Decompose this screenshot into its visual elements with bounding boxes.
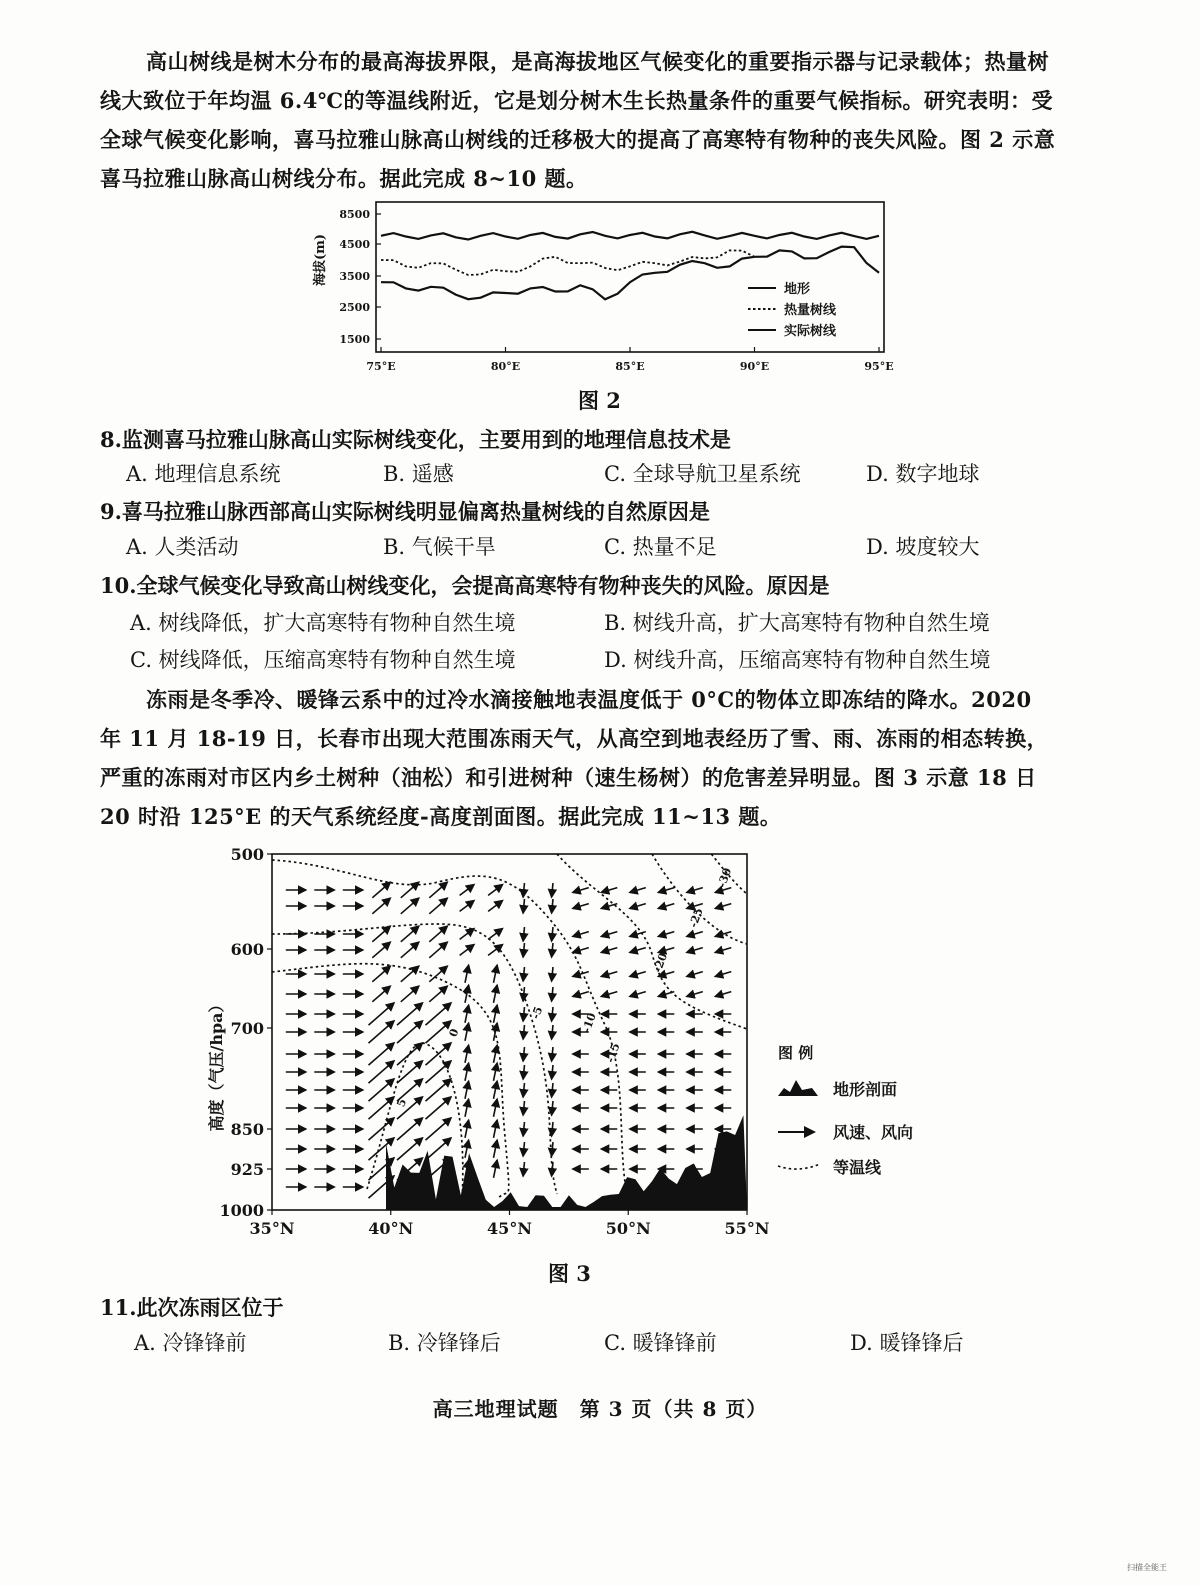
q9-option-d[interactable]: D. 坡度较大 bbox=[866, 535, 980, 559]
q10-option-a[interactable]: A. 树线降低，扩大高寒特有物种自然生境 bbox=[130, 611, 516, 635]
wind-arrow bbox=[523, 1047, 524, 1061]
wind-arrow bbox=[460, 885, 474, 896]
figure-3-caption: 图 3 bbox=[548, 1261, 591, 1286]
q8-option-c[interactable]: C. 全球导航卫星系统 bbox=[604, 462, 801, 486]
x-tick-label: 40°N bbox=[368, 1219, 414, 1238]
wind-arrow bbox=[523, 1142, 524, 1156]
wind-arrow bbox=[401, 986, 419, 1002]
q10-option-b[interactable]: B. 树线升高，扩大高寒特有物种自然生境 bbox=[604, 611, 990, 635]
q10-option-c[interactable]: C. 树线降低，压缩高寒特有物种自然生境 bbox=[130, 648, 516, 672]
wind-arrow bbox=[630, 932, 646, 937]
wind-arrow bbox=[465, 1045, 469, 1063]
q9-option-c[interactable]: C. 热量不足 bbox=[604, 535, 717, 559]
figure-2-chart bbox=[300, 196, 920, 386]
wind-arrow bbox=[573, 888, 589, 893]
wind-arrow bbox=[465, 1120, 469, 1138]
wind-arrow bbox=[465, 1099, 469, 1117]
wind-arrow bbox=[494, 985, 498, 1003]
wind-arrow bbox=[687, 972, 703, 977]
y-tick-label: 500 bbox=[230, 845, 264, 864]
wind-arrow bbox=[523, 1007, 524, 1021]
q10-option-d[interactable]: D. 树线升高，压缩高寒特有物种自然生境 bbox=[604, 648, 991, 672]
legend-terrain-swatch bbox=[778, 1080, 818, 1096]
wind-arrow bbox=[465, 1023, 469, 1041]
wind-arrow bbox=[397, 1138, 423, 1160]
wind-arrow bbox=[397, 1079, 423, 1101]
wind-arrow bbox=[494, 1120, 498, 1138]
wind-arrow bbox=[552, 1065, 553, 1079]
isotherm-label: -30 bbox=[715, 866, 735, 890]
wind-arrow bbox=[429, 882, 447, 898]
wind-arrow bbox=[426, 1118, 452, 1140]
wind-arrows bbox=[286, 882, 732, 1198]
y-axis-label: 高度（气压/hpa） bbox=[207, 996, 226, 1132]
wind-arrow bbox=[401, 926, 419, 942]
wind-arrow bbox=[630, 972, 646, 977]
wind-arrow bbox=[687, 992, 703, 997]
wind-arrow bbox=[687, 932, 703, 937]
wind-arrow bbox=[715, 972, 731, 977]
legend-label: 热量树线 bbox=[784, 303, 837, 318]
wind-arrow bbox=[429, 966, 447, 982]
wind-arrow bbox=[630, 888, 646, 893]
legend-isotherm-swatch bbox=[778, 1164, 820, 1169]
y-axis-label: 海拔(m) bbox=[313, 233, 328, 287]
wind-arrow bbox=[465, 1081, 469, 1099]
q9-option-b[interactable]: B. 气候干旱 bbox=[383, 535, 496, 559]
wind-arrow bbox=[397, 1043, 423, 1065]
passage-2: 冻雨是冬季冷、暖锋云系中的过冷水滴接触地表温度低于 0°C的物体立即冻结的降水。2020 年 11 月 18-19 日，长春市出现大范围冻雨天气，从高空到地表经历了雪、雨、冻雨的相态转换，严重的冻雨对市区内乡土树种（油松）和引进树种（速生杨树）的危害差异明显。图 3 示意 18 日 20 时沿 125°E 的天气系统经度-高度剖面图。据此完成 11~13 题。 bbox=[100, 687, 1049, 829]
wind-arrow bbox=[552, 1025, 553, 1039]
wind-arrow bbox=[426, 1097, 452, 1119]
wind-arrow bbox=[369, 1061, 395, 1083]
q9-stem: 9.喜马拉雅山脉西部高山实际树线明显偏离热量树线的自然原因是 bbox=[100, 499, 710, 524]
q11-option-b[interactable]: B. 冷锋锋后 bbox=[388, 1331, 501, 1355]
wind-arrow bbox=[372, 882, 390, 898]
isotherm-line-1 bbox=[272, 924, 557, 1194]
wind-arrow bbox=[369, 1043, 395, 1065]
passage-1: 高山树线是树木分布的最高海拔界限，是高海拔地区气候变化的重要指示器与记录载体；热量树线大致位于年均温 6.4℃的等温线附近，它是划分树木生长热量条件的重要气候指标。研究表明：受全球气候变化影响，喜马拉雅山脉高山树线的迁移极大的提高了高寒特有物种的丧失风险。图 2 示意喜马拉雅山脉高山树线分布。据此完成 8~10 题。 bbox=[100, 49, 1056, 191]
wind-arrow bbox=[494, 1005, 498, 1023]
wind-arrow bbox=[372, 966, 390, 982]
wind-arrow bbox=[573, 992, 589, 997]
x-tick-label: 75°E bbox=[366, 360, 396, 373]
q11-stem: 11.此次冻雨区位于 bbox=[100, 1295, 284, 1320]
wind-arrow bbox=[369, 1118, 395, 1140]
scanner-watermark: 扫描全能王 bbox=[1127, 1563, 1167, 1572]
wind-arrow bbox=[429, 898, 447, 914]
series-line-0 bbox=[381, 232, 879, 240]
y-tick-label: 1000 bbox=[219, 1201, 264, 1220]
wind-arrow bbox=[523, 1101, 524, 1115]
wind-arrow bbox=[494, 1099, 498, 1117]
wind-arrow bbox=[426, 1061, 452, 1083]
wind-arrow bbox=[573, 972, 589, 977]
wind-arrow bbox=[488, 929, 502, 940]
wind-arrow bbox=[601, 992, 617, 997]
wind-arrow bbox=[630, 992, 646, 997]
wind-arrow bbox=[715, 992, 731, 997]
wind-arrow bbox=[573, 932, 589, 937]
wind-arrow bbox=[494, 965, 498, 983]
wind-arrow bbox=[397, 1021, 423, 1043]
wind-arrow bbox=[372, 942, 390, 958]
wind-arrow bbox=[429, 926, 447, 942]
wind-arrow bbox=[426, 1079, 452, 1101]
wind-arrow bbox=[630, 904, 646, 909]
x-tick-label: 50°N bbox=[605, 1219, 651, 1238]
wind-arrow bbox=[465, 1140, 469, 1158]
wind-arrow bbox=[369, 1079, 395, 1101]
legend-title: 图 例 bbox=[778, 1044, 814, 1062]
y-tick-label: 925 bbox=[230, 1160, 264, 1179]
wind-arrow bbox=[552, 1142, 553, 1156]
isotherm-label: -15 bbox=[603, 1041, 623, 1065]
isotherm-label: -5 bbox=[528, 1004, 546, 1021]
wind-arrow bbox=[460, 929, 474, 940]
legend-label: 地形 bbox=[784, 282, 811, 297]
wind-arrow bbox=[494, 1160, 498, 1178]
wind-arrow bbox=[401, 898, 419, 914]
wind-arrow bbox=[687, 948, 703, 953]
wind-arrow bbox=[429, 942, 447, 958]
wind-arrow bbox=[523, 883, 524, 897]
x-tick-label: 90°E bbox=[739, 360, 770, 373]
wind-arrow bbox=[658, 932, 674, 937]
q8-stem: 8.监测喜马拉雅山脉高山实际树线变化，主要用到的地理信息技术是 bbox=[100, 427, 731, 452]
wind-arrow bbox=[601, 972, 617, 977]
wind-arrow bbox=[429, 986, 447, 1002]
x-tick-label: 35°N bbox=[249, 1219, 295, 1238]
isotherm-line-5 bbox=[652, 854, 747, 944]
wind-arrow bbox=[523, 943, 524, 957]
q8-option-d[interactable]: D. 数字地球 bbox=[866, 462, 980, 486]
wind-arrow bbox=[552, 943, 553, 957]
x-tick-label: 45°N bbox=[487, 1219, 532, 1238]
wind-arrow bbox=[573, 948, 589, 953]
wind-arrow bbox=[552, 1047, 553, 1061]
wind-arrow bbox=[552, 883, 553, 897]
legend-label: 实际树线 bbox=[784, 324, 837, 339]
y-tick-label: 1500 bbox=[339, 333, 370, 346]
legend-label: 等温线 bbox=[833, 1158, 882, 1177]
wind-arrow bbox=[426, 1003, 452, 1025]
wind-arrow bbox=[494, 1045, 498, 1063]
wind-arrow bbox=[372, 898, 390, 914]
wind-arrow bbox=[552, 1007, 553, 1021]
wind-arrow bbox=[523, 1065, 524, 1079]
wind-arrow bbox=[460, 901, 474, 912]
legend-label: 风速、风向 bbox=[833, 1123, 914, 1142]
y-tick-label: 8500 bbox=[339, 208, 370, 221]
wind-arrow bbox=[465, 965, 469, 983]
figure-2-caption: 图 2 bbox=[578, 388, 621, 413]
wind-arrow bbox=[523, 1122, 524, 1136]
wind-arrow bbox=[715, 904, 731, 909]
wind-arrow bbox=[552, 1122, 553, 1136]
q9-option-a[interactable]: A. 人类活动 bbox=[126, 535, 239, 559]
wind-arrow bbox=[715, 948, 731, 953]
wind-arrow bbox=[523, 899, 524, 913]
q10-stem: 10.全球气候变化导致高山树线变化，会提高高寒特有物种丧失的风险。原因是 bbox=[100, 573, 830, 598]
wind-arrow bbox=[552, 1083, 553, 1097]
wind-arrow bbox=[488, 901, 502, 912]
wind-arrow bbox=[369, 1003, 395, 1025]
wind-arrow bbox=[552, 1101, 553, 1115]
y-tick-label: 2500 bbox=[339, 301, 370, 314]
wind-arrow bbox=[372, 926, 390, 942]
wind-arrow bbox=[488, 885, 502, 896]
q8-option-b[interactable]: B. 遥感 bbox=[383, 462, 454, 486]
wind-arrow bbox=[630, 948, 646, 953]
y-tick-label: 850 bbox=[230, 1120, 264, 1139]
wind-arrow bbox=[488, 945, 502, 956]
wind-arrow bbox=[552, 927, 553, 941]
y-tick-label: 4500 bbox=[339, 238, 370, 251]
wind-arrow bbox=[601, 948, 617, 953]
wind-arrow bbox=[523, 1025, 524, 1039]
isotherm-label: -20 bbox=[651, 951, 671, 975]
y-tick-label: 3500 bbox=[339, 270, 370, 283]
wind-arrow bbox=[397, 1003, 423, 1025]
wind-arrow bbox=[658, 948, 674, 953]
wind-arrow bbox=[494, 1140, 498, 1158]
wind-arrow bbox=[523, 967, 524, 981]
wind-arrow bbox=[601, 888, 617, 893]
wind-arrow bbox=[397, 1118, 423, 1140]
q11-option-c[interactable]: C. 暖锋锋前 bbox=[604, 1331, 717, 1355]
y-tick-label: 700 bbox=[230, 1019, 264, 1038]
q11-option-d[interactable]: D. 暖锋锋后 bbox=[850, 1331, 964, 1355]
x-tick-label: 85°E bbox=[615, 360, 645, 373]
wind-arrow bbox=[552, 967, 553, 981]
x-tick-label: 80°E bbox=[490, 360, 521, 373]
wind-arrow bbox=[658, 904, 674, 909]
isotherm-label: -25 bbox=[686, 906, 706, 930]
q8-option-a[interactable]: A. 地理信息系统 bbox=[126, 462, 281, 486]
wind-arrow bbox=[687, 888, 703, 893]
wind-arrow bbox=[465, 1005, 469, 1023]
wind-arrow bbox=[523, 1162, 524, 1176]
page-footer: 高三地理试题 第 3 页（共 8 页） bbox=[432, 1397, 768, 1421]
wind-arrow bbox=[573, 904, 589, 909]
isotherm-label: -10 bbox=[579, 1011, 599, 1035]
wind-arrow bbox=[369, 1021, 395, 1043]
figure-3-cross-section bbox=[200, 840, 960, 1240]
x-tick-label: 95°E bbox=[864, 360, 894, 373]
wind-arrow bbox=[494, 1063, 498, 1081]
wind-arrow bbox=[460, 945, 474, 956]
isotherm-label: 0 bbox=[446, 1026, 462, 1039]
wind-arrow bbox=[658, 888, 674, 893]
x-tick-label: 55°N bbox=[724, 1219, 770, 1238]
legend-label: 地形剖面 bbox=[833, 1080, 898, 1099]
wind-arrow bbox=[552, 899, 553, 913]
wind-arrow bbox=[552, 987, 553, 1001]
wind-arrow bbox=[601, 932, 617, 937]
wind-arrow bbox=[372, 986, 390, 1002]
wind-arrow bbox=[523, 1083, 524, 1097]
wind-arrow bbox=[401, 942, 419, 958]
wind-arrow bbox=[523, 927, 524, 941]
wind-arrow bbox=[494, 1081, 498, 1099]
isotherm-label: 5 bbox=[394, 1096, 410, 1109]
wind-arrow bbox=[465, 1063, 469, 1081]
y-tick-label: 600 bbox=[230, 940, 264, 959]
q11-option-a[interactable]: A. 冷锋锋前 bbox=[134, 1331, 247, 1355]
